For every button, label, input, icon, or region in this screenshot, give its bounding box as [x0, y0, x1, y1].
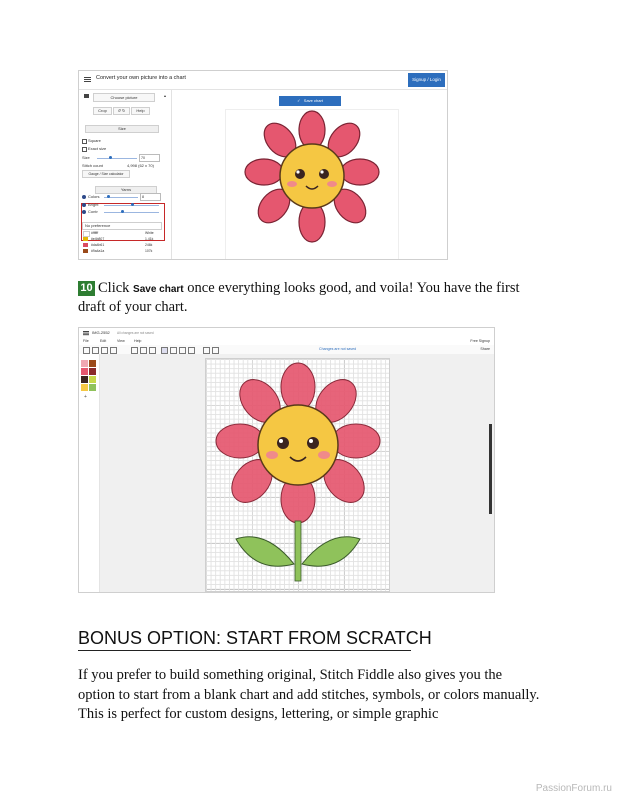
- palette-color[interactable]: [89, 384, 96, 391]
- brightness-icon: [82, 203, 86, 207]
- watermark: PassionForum.ru: [535, 783, 612, 794]
- color-code: #9a4a1a: [91, 249, 105, 253]
- menu-edit[interactable]: Edit: [100, 339, 107, 343]
- step-text-before: Click: [98, 280, 134, 296]
- changes-status: Changes are not saved: [319, 347, 357, 351]
- color-swatch: [83, 249, 88, 253]
- folder-icon[interactable]: [83, 347, 90, 354]
- palette-color[interactable]: [81, 376, 88, 383]
- square-label: Square: [88, 138, 101, 143]
- color-palette: [79, 354, 100, 592]
- save-chart-button[interactable]: [279, 96, 341, 106]
- file-name: IMG-2552: [92, 330, 110, 335]
- contr-slider-knob[interactable]: [121, 210, 124, 213]
- step-10-text: [78, 279, 538, 317]
- collapse-icon[interactable]: ▴: [164, 93, 167, 98]
- contr-slider[interactable]: [104, 212, 159, 213]
- size-input[interactable]: 70: [139, 154, 160, 162]
- color-swatch: [83, 243, 88, 247]
- contr-label: Contr: [88, 209, 98, 214]
- free-signup-link[interactable]: Free Signup: [470, 339, 490, 343]
- converter-topbar: [79, 71, 447, 90]
- converter-title: Convert your own picture into a chart: [96, 75, 186, 81]
- chart-grid-canvas[interactable]: [205, 358, 390, 592]
- section-paragraph: If you prefer to build something original, Stitch Fiddle also gives you the option to start from a blank chart and add stitches, symbols, or colors manually. This is perfect for custom designs, lettering, or simple graphic: [78, 667, 540, 722]
- flower-chart-image: [206, 359, 389, 591]
- bright-slider-knob[interactable]: [131, 203, 134, 206]
- undo-icon[interactable]: [92, 347, 99, 354]
- image-icon[interactable]: [140, 347, 147, 354]
- exact-size-checkbox[interactable]: [82, 147, 87, 152]
- stitch-count-value: 4,998 (62 x 70): [127, 163, 154, 168]
- color-amount: 107k: [145, 249, 153, 253]
- colors-label: Colors: [88, 194, 100, 199]
- size-section-header[interactable]: Size: [85, 125, 159, 133]
- flower-preview-image: [226, 110, 398, 260]
- rotate-icon: ↺ ↻: [117, 108, 126, 113]
- menu-help[interactable]: Help: [134, 339, 142, 343]
- color-amount: 1.41k: [145, 237, 154, 241]
- stitch-count-label: Stitch count: [82, 163, 103, 168]
- grid-icon[interactable]: [212, 347, 219, 354]
- colors-input[interactable]: 8: [140, 193, 161, 201]
- fill-icon[interactable]: [179, 347, 186, 354]
- flower-face: [280, 144, 344, 208]
- contrast-icon: [82, 210, 86, 214]
- colors-slider-knob[interactable]: [107, 195, 110, 198]
- palette-color[interactable]: [81, 368, 88, 375]
- exact-size-label: Exact size: [88, 146, 107, 151]
- choose-picture-button[interactable]: Choose picture: [93, 93, 155, 102]
- signup-login-button[interactable]: Signup / Login: [408, 73, 445, 87]
- bright-label: Bright: [88, 202, 99, 207]
- palette-color[interactable]: [89, 368, 96, 375]
- step-number-badge: 10: [78, 281, 95, 296]
- yarns-section-header[interactable]: Yarns: [95, 186, 157, 194]
- step-text-after: once everything looks good, and voila! You have the first draft of your chart.: [78, 280, 520, 315]
- yarn-brand-select[interactable]: No preference: [82, 222, 162, 230]
- check-icon: ✓: [297, 98, 301, 103]
- save-status: All changes are not saved: [117, 330, 154, 335]
- pin-icon[interactable]: [131, 347, 138, 354]
- editor-menubar: [79, 337, 494, 345]
- vertical-scrollbar[interactable]: [489, 424, 492, 514]
- gauge-calculator-button[interactable]: Gauge / Size calculator: [82, 170, 130, 178]
- chart-preview: [225, 109, 399, 260]
- help-button[interactable]: [131, 107, 150, 115]
- help-label: Help: [136, 108, 145, 113]
- menu-view[interactable]: View: [117, 339, 125, 343]
- eraser-icon[interactable]: [188, 347, 195, 354]
- line-icon[interactable]: [170, 347, 177, 354]
- camera-icon: [84, 94, 89, 98]
- crop-label: Crop: [98, 108, 107, 113]
- palette-color[interactable]: [81, 384, 88, 391]
- menu-file[interactable]: File: [83, 339, 89, 343]
- save-chart-reference: Save chart: [133, 284, 184, 295]
- crop-button[interactable]: [93, 107, 112, 115]
- select-icon[interactable]: [149, 347, 156, 354]
- size-slider[interactable]: [97, 158, 137, 159]
- colors-icon: [82, 195, 86, 199]
- palette-color[interactable]: [89, 360, 96, 367]
- color-swatch: [83, 237, 88, 241]
- color-amount: White: [145, 231, 154, 235]
- redo-icon[interactable]: [101, 347, 108, 354]
- color-code: #ffffff: [91, 231, 99, 235]
- zoom-icon[interactable]: [110, 347, 117, 354]
- size-slider-knob[interactable]: [109, 156, 112, 159]
- section-heading: BONUS OPTION: START FROM SCRATCH: [78, 628, 432, 648]
- palette-color[interactable]: [89, 376, 96, 383]
- palette-color[interactable]: [81, 360, 88, 367]
- text-icon[interactable]: [203, 347, 210, 354]
- pencil-icon[interactable]: [161, 347, 168, 354]
- rotate-buttons[interactable]: [113, 107, 130, 115]
- converter-settings-panel: [79, 90, 172, 259]
- share-button[interactable]: Share: [480, 347, 490, 351]
- color-code: #da4b61: [91, 243, 105, 247]
- add-color-icon[interactable]: +: [84, 394, 87, 400]
- color-code: #e4b807: [91, 237, 105, 241]
- size-label: Size: [82, 155, 90, 160]
- hamburger-menu-icon[interactable]: [84, 77, 91, 78]
- hamburger-menu-icon[interactable]: [83, 331, 89, 332]
- converter-screenshot: [78, 70, 448, 260]
- square-checkbox[interactable]: [82, 139, 87, 144]
- chart-editor-screenshot: [78, 327, 495, 593]
- color-amount: 246k: [145, 243, 153, 247]
- save-chart-label: Save chart: [303, 98, 323, 103]
- heading-underline: [78, 650, 411, 651]
